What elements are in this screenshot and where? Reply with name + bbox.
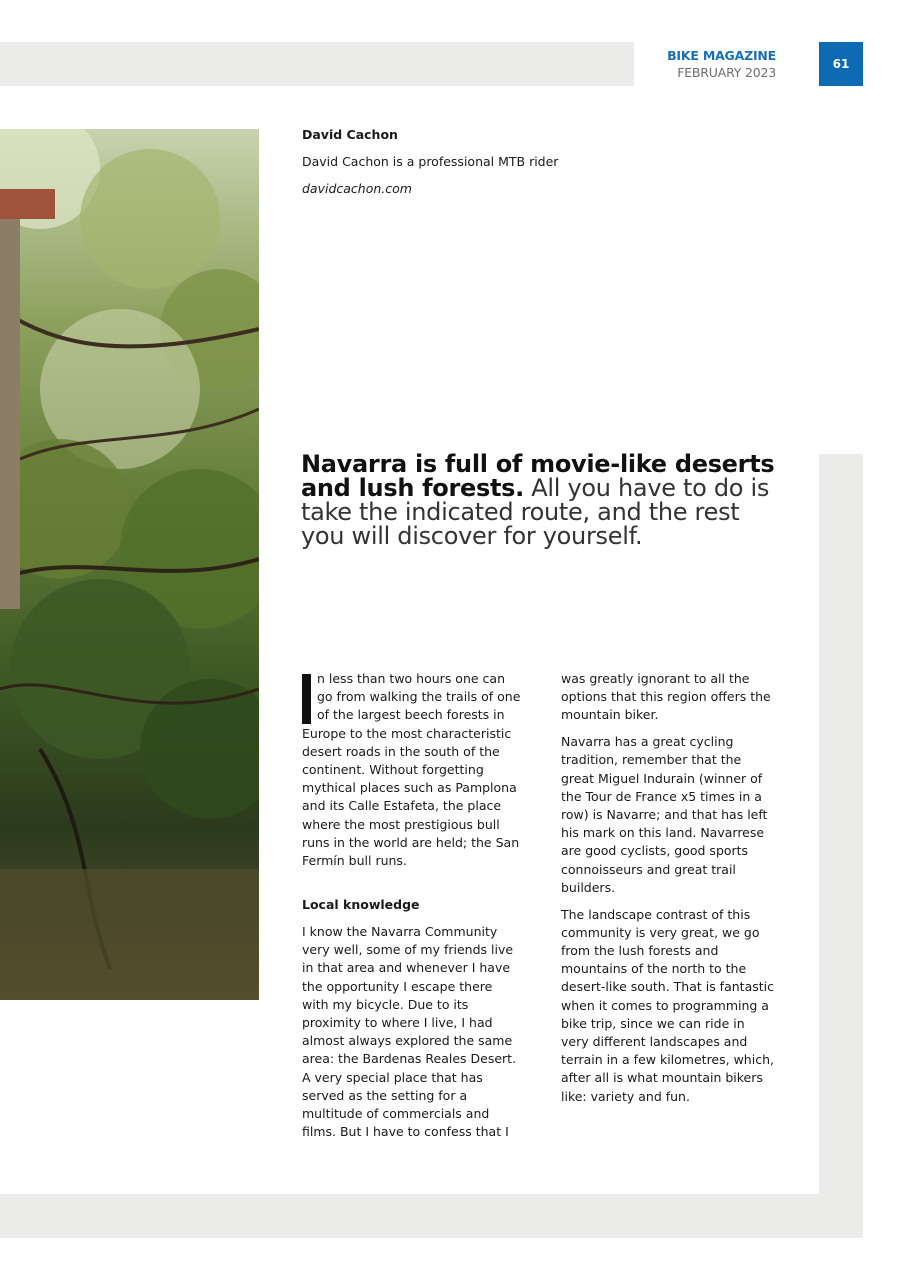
footer-band xyxy=(0,1194,863,1238)
article-column-right xyxy=(561,670,776,1114)
forest-photo xyxy=(0,129,259,1000)
body-paragraph-1-continued: was greatly ignorant to all the options that this region offers the mountain biker. xyxy=(561,671,771,723)
pull-quote-lead: Navarra is full of movie-like deserts and lush forests. xyxy=(301,450,775,502)
body-paragraph-3: The landscape contrast of this community is very great, we go from the lush forests and mountains of the north to the desert-like south. That is fantastic when it comes to programming a bike trip, since we can ride in very different landscapes and terrain in a few kilometres, which, after all is what mountain bikers like: variety and fun. xyxy=(561,906,774,1104)
author-bio: David Cachon is a professional MTB rider xyxy=(302,154,559,169)
page-number: 61 xyxy=(819,42,863,86)
intro-paragraph xyxy=(302,670,522,870)
magazine-name: BIKE MAGAZINE xyxy=(667,48,776,63)
masthead xyxy=(667,47,776,81)
body-paragraph-2: Navarra has a great cycling tradition, remember that the great Miguel Indurain (winner of the Tour de France x5 times in a row) is Navarre; and that has left his mark on this land. Navarrese are good cyclists, good sports connoisseurs and great trail builders. xyxy=(561,734,768,895)
pull-quote xyxy=(301,452,781,548)
issue-date: FEBRUARY 2023 xyxy=(677,65,776,80)
drop-cap xyxy=(302,674,311,724)
intro-text: n less than two hours one can go from walking the trails of one of the largest beech forests in Europe to the most characteristic desert roads in the south of the continent. Without forgetting mythical places such as Pamplona and its Calle Estafeta, the place where the most prestigious bull runs in the world are held; the San Fermín bull runs. xyxy=(302,671,521,869)
author-name: David Cachon xyxy=(302,127,398,142)
right-margin-band xyxy=(819,454,863,1238)
pull-quote-rest: All you have to do is take the indicated route, and the rest you will discover for yourself. xyxy=(301,474,770,550)
author-box xyxy=(302,126,558,197)
body-paragraph-1: I know the Navarra Community very well, some of my friends live in that area and whenever I have the opportunity I escape there with my bicycle. Due to its proximity to where I live, I had almost always explored the same area: the Bardenas Reales Desert. A very special place that has served as the setting for a multitude of commercials and films. But I have to confess that I xyxy=(302,924,517,1140)
article-column-left xyxy=(302,670,522,1150)
author-website[interactable]: davidcachon.com xyxy=(302,181,412,196)
header-band xyxy=(0,42,634,86)
section-subhead: Local knowledge xyxy=(302,897,420,913)
